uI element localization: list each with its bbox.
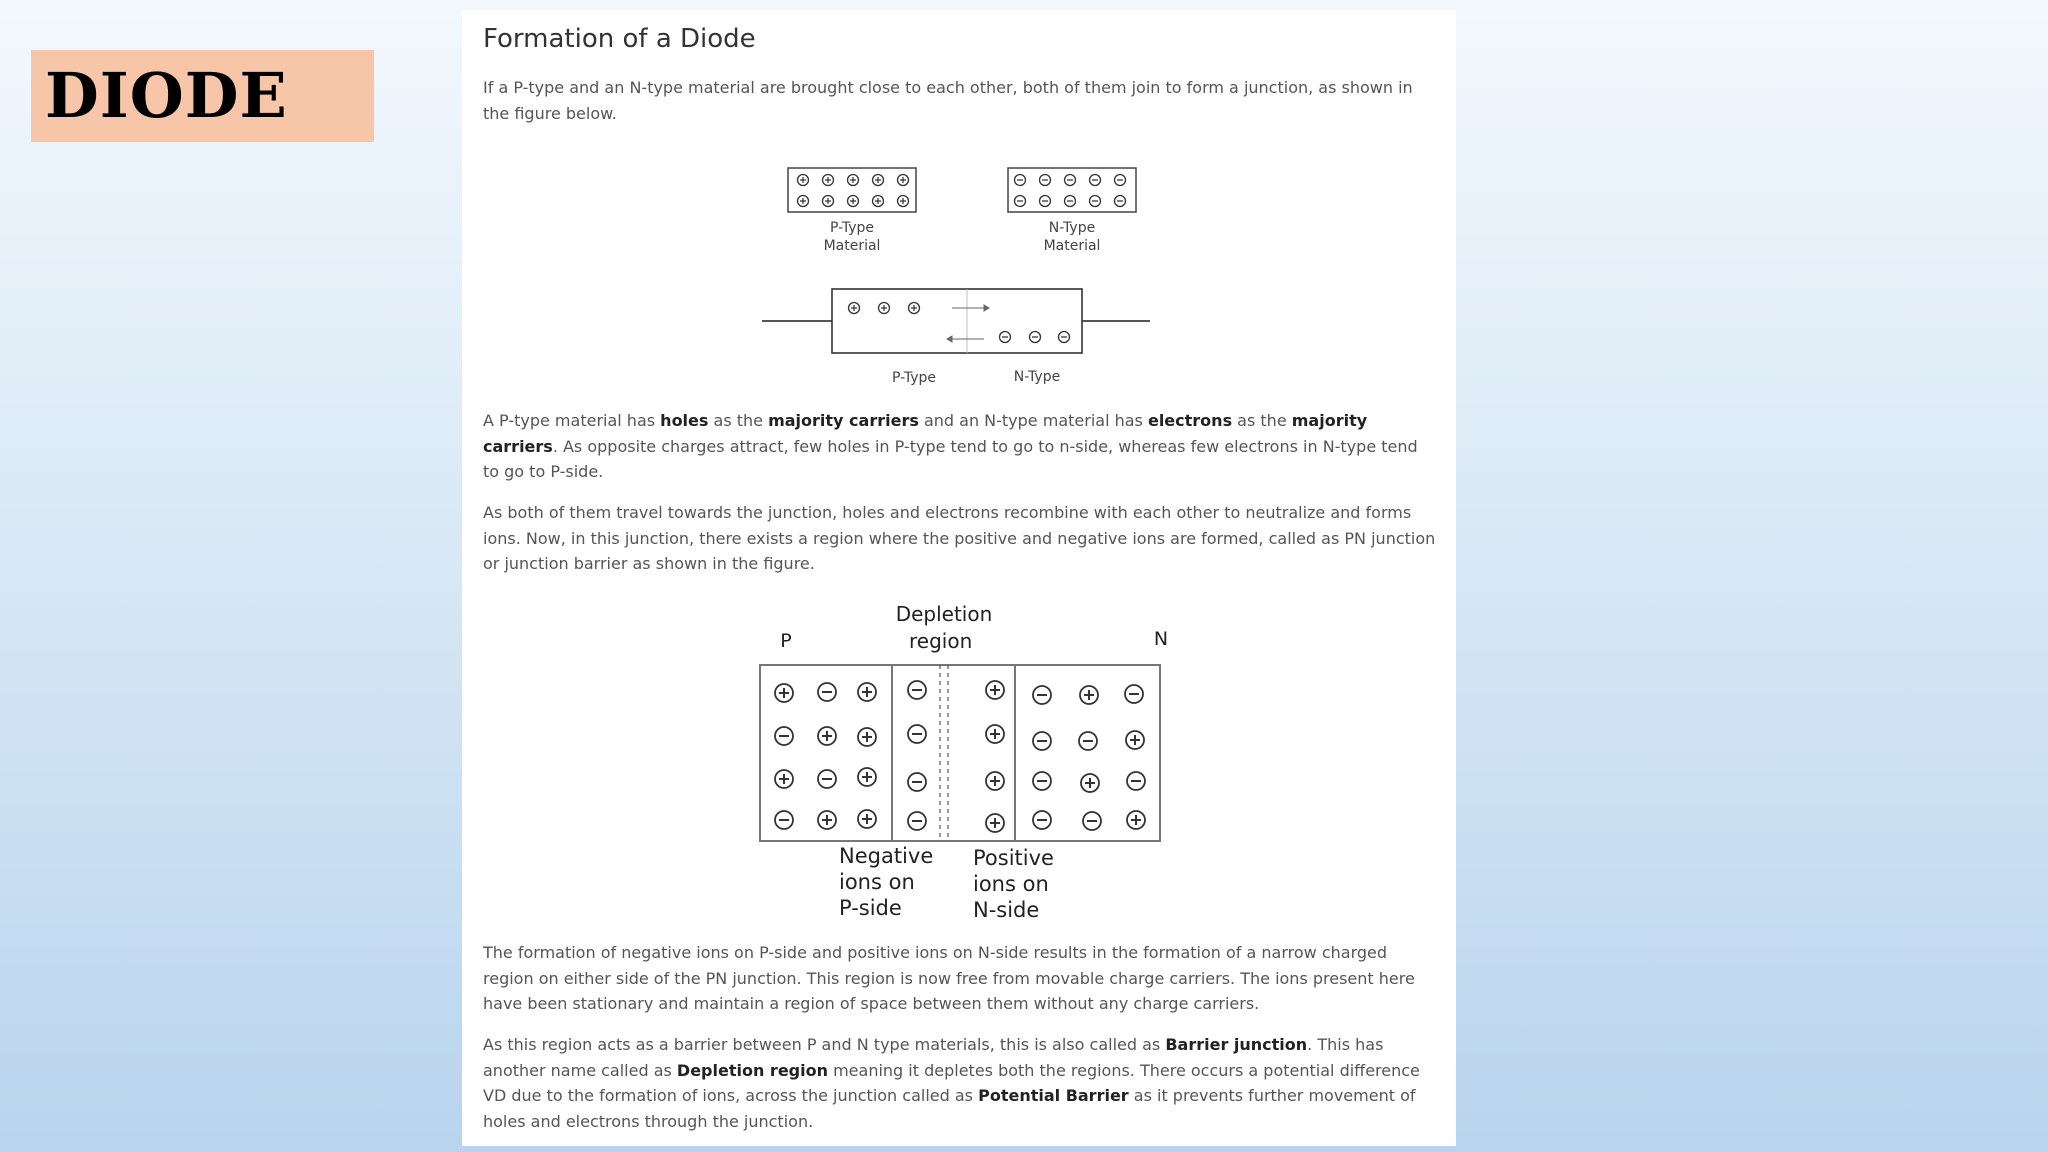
pn-junction-figure	[752, 156, 1172, 391]
negative-ions-label-1: Negative	[839, 844, 934, 868]
n-region-label: N	[1153, 628, 1169, 650]
joined-junction-block	[832, 289, 1082, 353]
depletion-region-figure	[752, 595, 1182, 925]
negative-ions-label-2: ions on	[839, 870, 915, 894]
p-material-label-2: Material	[823, 238, 881, 254]
depletion-label-2: region	[909, 629, 973, 653]
n-material-label-1: N-Type	[1048, 220, 1096, 236]
positive-ions-label-1: Positive	[973, 846, 1054, 870]
slide-title: DIODE	[45, 59, 288, 132]
recombine-paragraph: As both of them travel towards the junction, holes and electrons recombine with each other to neutralize and forms ions. Now, in this junction, there exists a region where the positive and negative ions are formed, called as PN junction or junction barrier as shown in the figure.	[483, 503, 1436, 573]
positive-ions-label-2: ions on	[973, 872, 1049, 896]
intro-paragraph: If a P-type and an N-type material are brought close to each other, both of them join to form a junction, as shown in the figure below.	[483, 78, 1413, 123]
page-title: Formation of a Diode	[483, 24, 756, 54]
p-region-label: P	[780, 630, 792, 652]
p-material-label-1: P-Type	[829, 220, 875, 236]
depletion-paragraph: The formation of negative ions on P-side and positive ions on N-side results in the formation of a narrow charged region on either side of the PN junction. This region is now free from movable charge carriers. The ions present here have been stationary and maintain a region of space between them without any charge carriers.	[483, 943, 1415, 1013]
positive-ions-label-3: N-side	[973, 898, 1040, 922]
document-panel	[462, 10, 1456, 1146]
depletion-label-1: Depletion	[895, 602, 993, 626]
carriers-paragraph: A P-type material has holes as the majority carriers and an N-type material has electrons as the majority carriers. As opposite charges attract, few holes in P-type tend to go to n-side, whereas few electrons in N-type tend to go to P-side.	[483, 411, 1418, 481]
negative-ions-label-3: P-side	[839, 896, 902, 920]
n-type-label: N-Type	[1013, 369, 1061, 385]
slide-title-box	[31, 50, 374, 142]
n-material-label-2: Material	[1043, 238, 1101, 254]
p-type-label: P-Type	[891, 370, 937, 386]
barrier-paragraph: As this region acts as a barrier between P and N type materials, this is also called as Barrier junction. This has another name called as Depletion region meaning it depletes both the regions. There occurs a potential difference VD due to the formation of ions, across the junction called as Potential Barrier as it prevents further movement of holes and electrons through the junction.	[483, 1035, 1420, 1131]
